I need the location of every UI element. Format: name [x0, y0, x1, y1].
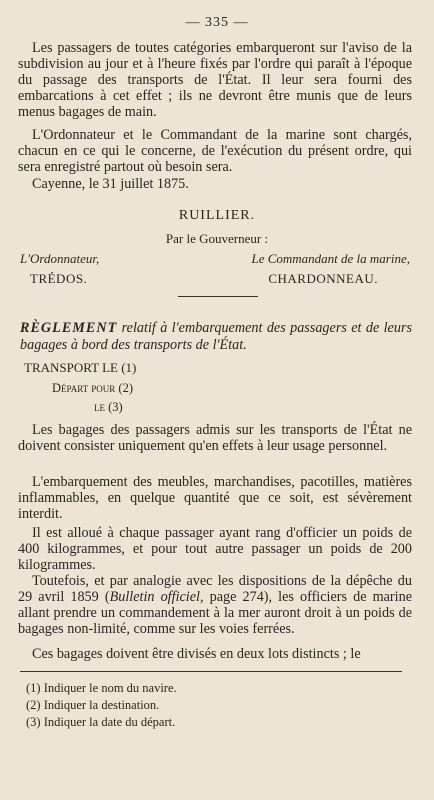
form-transport-line: TRANSPORT LE (1) [24, 360, 137, 375]
paragraph-baggage-lots: Ces bagages doivent être divisés en deux lots distincts ; le [32, 646, 361, 662]
form-departure-line: Départ pour (2) [52, 381, 133, 395]
signatory-name: RUILLIER. [178, 208, 256, 223]
place-date-line: Cayenne, le 31 juillet 1875. [32, 176, 189, 192]
ordonnateur-title: L'Ordonnateur, [20, 251, 100, 266]
page-number: — 335 — [185, 15, 249, 30]
commandant-name: CHARDONNEAU. [268, 271, 378, 286]
paragraph-execution: L'Ordonnateur et le Commandant de la marine sont chargés, chacun en ce qui le concerne, de l'exécution du présent ordre, qui sera enregistré partout où besoin sera. [18, 127, 412, 175]
paragraph-baggage-contents: Les bagages des passagers admis sur les transports de l'État ne doivent consister uniquement qu'en effets à leur usage personnel. [18, 422, 412, 454]
paragraph-passengers: Les passagers de toutes catégories embarqueront sur l'aviso de la subdivision au jour et à l'heure fixés par l'ordre qui paraît à l'époque du passage des transports de l'État. Il leur sera fourni des embarcations à cet effet ; ils ne devront être munis que de leurs menus bagages de main. [18, 40, 412, 120]
commandant-title: Le Commandant de la marine, [251, 251, 410, 266]
footnote-divider [20, 671, 402, 672]
reglement-lead: RÈGLEMENT [20, 320, 118, 336]
paragraph-weight-allowance: Il est alloué à chaque passager ayant rang d'officier un poids de 400 kilogrammes, et pour tout autre passager un poids de 200 kilogrammes. [18, 525, 412, 573]
officer-exception-text-b: page 274), les officiers de marine allant prendre un commandement à la mer auront droit à un poids de bagages non-limité, comme sur les voies ferrées. [18, 589, 412, 637]
reglement-subtitle: relatif à l'embarquement des passagers et de leurs bagages à bord des transports de l'État. [20, 320, 412, 353]
ordonnateur-name: TRÉDOS. [30, 271, 88, 286]
reglement-heading [20, 320, 412, 354]
footnote-3: (3) Indiquer la date du départ. [26, 715, 176, 729]
section-divider [178, 296, 258, 297]
paragraph-officer-exception [18, 573, 412, 637]
form-date-line: le (3) [94, 400, 123, 414]
footnotes [26, 680, 177, 731]
paragraph-prohibited-items: L'embarquement des meubles, marchandises, pacotilles, matières inflammables, en quelque quantité que ce soit, est sévèrement interdit. [18, 474, 412, 522]
officer-exception-text-a: Toutefois, et par analogie avec les dispositions de la dépêche du 29 avril 1859 ( [18, 573, 412, 605]
signatory-by: Par le Gouverneur : [165, 231, 269, 246]
footnote-2: (2) Indiquer la destination. [26, 698, 160, 712]
bulletin-reference: Bulletin officiel, [109, 589, 204, 605]
footnote-1: (1) Indiquer le nom du navire. [26, 681, 177, 695]
